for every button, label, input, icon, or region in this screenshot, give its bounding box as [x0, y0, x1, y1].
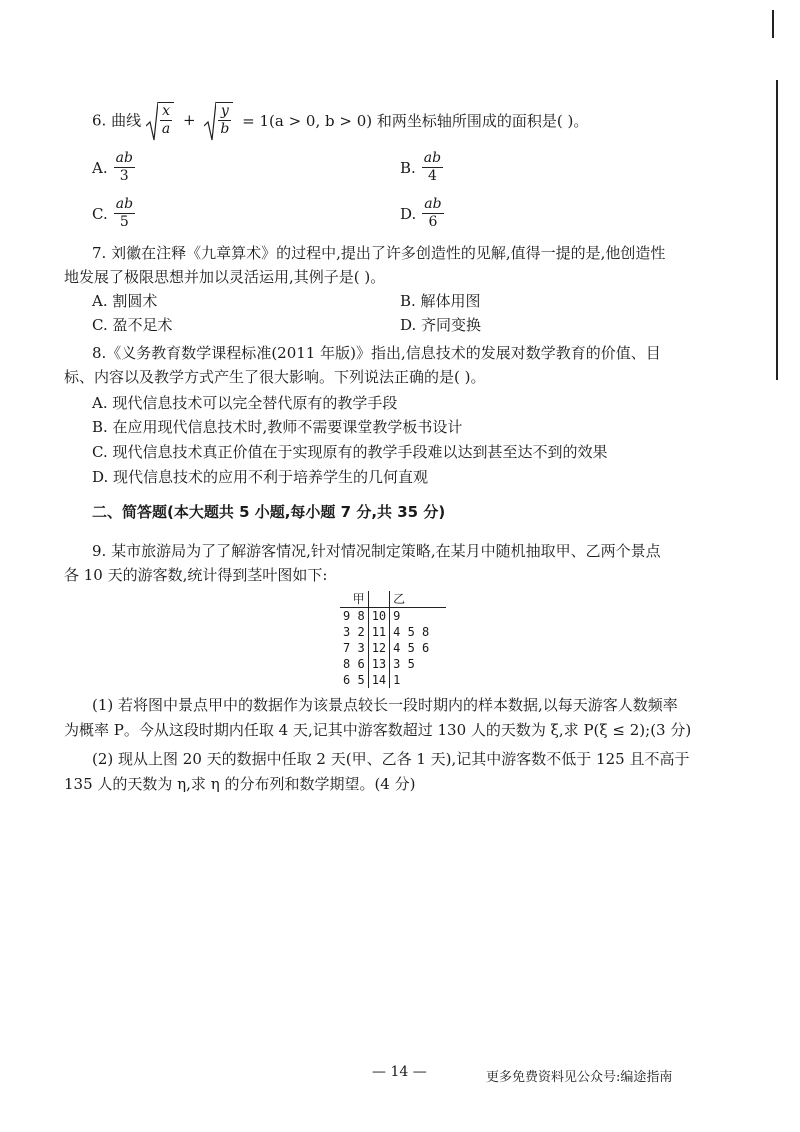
q7-line2: 地发展了极限思想并加以灵活运用,其例子是( )。	[64, 268, 386, 286]
q8-option-d: D. 现代信息技术的应用不利于培养学生的几何直观	[92, 468, 429, 486]
q8-option-c: C. 现代信息技术真正价值在于实现原有的教学手段难以达到甚至达不到的效果	[92, 443, 608, 461]
q9-part2-line1: (2) 现从上图 20 天的数据中任取 2 天(甲、乙各 1 天),记其中游客数不低于 125 且不高于	[92, 750, 690, 768]
q7-option-b: B. 解体用图	[400, 292, 481, 310]
stem-leaf-row: 8 6 13 3 5	[340, 656, 446, 672]
q6-option-d: D. $\frac{ab}{6}$	[400, 196, 442, 230]
stem-leaf-header-right: 乙	[390, 591, 447, 608]
q6-plus: +	[183, 111, 196, 129]
stem-leaf-row: 3 2 11 4 5 8	[340, 624, 446, 640]
q6-prefix: 6. 曲线	[92, 111, 142, 130]
q9-part1-line1: (1) 若将图中景点甲中的数据作为该景点较长一段时期内的样本数据,以每天游客人数频率	[92, 696, 678, 714]
radical-sign-icon	[204, 100, 216, 142]
q6-suffix: = 1(a > 0, b > 0) 和两坐标轴所围成的面积是( )。	[242, 111, 589, 130]
q6-option-a: A. $\frac{ab}{3}$	[92, 150, 133, 184]
sqrt-y-over-b: $\frac{y}{b}$	[204, 102, 233, 138]
q7-option-a: A. 割圆术	[92, 292, 158, 310]
q9-part1-line2: 为概率 P。今从这段时期内任取 4 天,记其中游客数超过 130 人的天数为 ξ,求 P(ξ ≤ 2);(3 分)	[64, 721, 692, 739]
question-6	[92, 102, 588, 138]
q8-option-b: B. 在应用现代信息技术时,教师不需要课堂教学板书设计	[92, 418, 463, 436]
q8-line2: 标、内容以及教学方式产生了很大影响。下列说法正确的是( )。	[64, 368, 486, 386]
page-number: — 14 —	[372, 1064, 427, 1080]
q9-part2-line2: 135 人的天数为 η,求 η 的分布列和数学期望。(4 分)	[64, 775, 416, 793]
q6-option-c: C. $\frac{ab}{5}$	[92, 196, 134, 230]
stem-leaf-plot	[340, 591, 446, 688]
right-edge-mark-long	[776, 80, 778, 380]
section-2-title: 二、简答题(本大题共 5 小题,每小题 7 分,共 35 分)	[92, 503, 446, 521]
q8-option-a: A. 现代信息技术可以完全替代原有的教学手段	[92, 394, 398, 412]
q7-option-c: C. 盈不足术	[92, 316, 173, 334]
stem-leaf-header-left: 甲	[340, 591, 368, 608]
q8-line1: 8.《义务教育数学课程标准(2011 年版)》指出,信息技术的发展对数学教育的价值、目	[92, 344, 661, 362]
q7-option-d: D. 齐同变换	[400, 316, 482, 334]
radical-sign-icon	[146, 100, 158, 142]
stem-leaf-row: 9 8 10 9	[340, 608, 446, 625]
q9-line1: 9. 某市旅游局为了了解游客情况,针对情况制定策略,在某月中随机抽取甲、乙两个景点	[92, 542, 661, 560]
footer-note: 更多免费资料见公众号:编途指南	[486, 1070, 673, 1085]
sqrt-x-over-a: $\frac{x}{a}$	[146, 102, 174, 138]
right-edge-mark-top	[772, 10, 774, 38]
q6-option-b: B. $\frac{ab}{4}$	[400, 150, 442, 184]
stem-leaf-row: 7 3 12 4 5 6	[340, 640, 446, 656]
q9-line2: 各 10 天的游客数,统计得到茎叶图如下:	[64, 566, 328, 584]
stem-leaf-row: 6 5 14 1	[340, 672, 446, 688]
q7-line1: 7. 刘徽在注释《九章算术》的过程中,提出了许多创造性的见解,值得一提的是,他创造性	[92, 244, 666, 262]
